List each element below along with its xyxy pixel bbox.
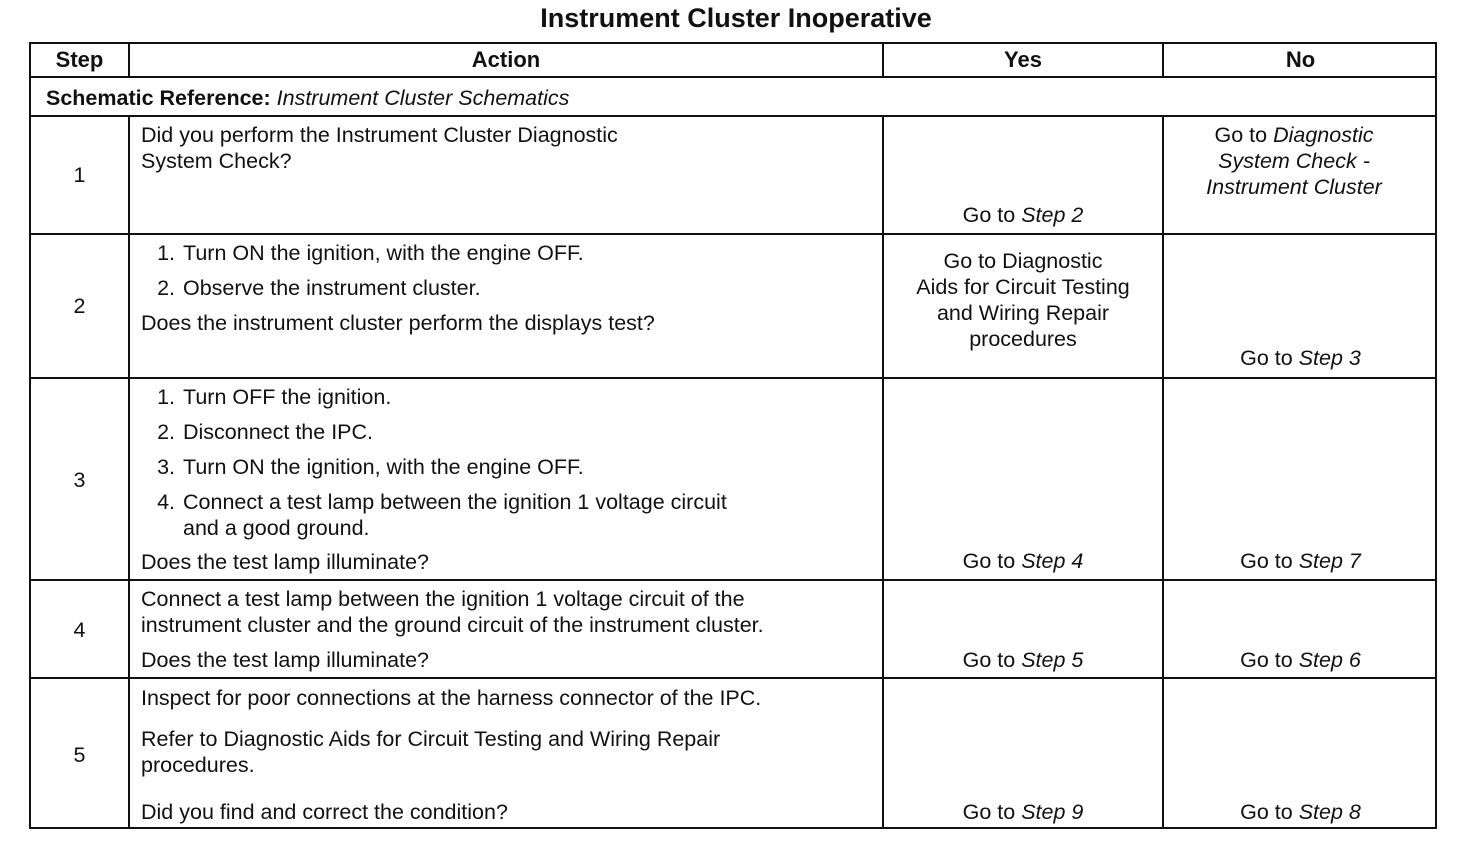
column-divider (1162, 115, 1164, 829)
row-divider (31, 76, 1435, 78)
yes-cell (884, 202, 1162, 228)
goto-line (1164, 122, 1424, 148)
row-divider (31, 233, 1435, 235)
step-number: 4 (73, 618, 86, 642)
action-line: Inspect for poor connections at the harness connector of the IPC. (141, 686, 762, 710)
header-action: Action (471, 47, 541, 72)
step-link[interactable]: Step 5 (1021, 648, 1084, 672)
list-item-continuation: and a good ground. (183, 516, 370, 540)
list-item: 2. Observe the instrument cluster. (157, 276, 481, 300)
goto-prefix: Go to (1214, 123, 1268, 147)
row-divider (31, 677, 1435, 679)
goto-prefix: Go to (1240, 346, 1293, 370)
action-line: Refer to Diagnostic Aids for Circuit Testing and Wiring Repair (141, 727, 721, 751)
step-link[interactable]: Step 4 (1021, 549, 1084, 573)
goto-prefix: Go to (1240, 549, 1293, 573)
no-cell (1164, 647, 1437, 673)
header-yes: Yes (1004, 47, 1042, 72)
goto-prefix: Go to (1240, 648, 1293, 672)
yes-line[interactable]: procedures (969, 327, 1077, 351)
list-item: 4. Connect a test lamp between the ignition 1 voltage circuit (157, 490, 727, 514)
no-cell (1164, 345, 1437, 371)
action-line: Connect a test lamp between the ignition 1 voltage circuit of the (141, 587, 745, 611)
action-question: Does the test lamp illuminate? (141, 648, 430, 672)
yes-cell (884, 248, 1162, 352)
action-text (141, 384, 871, 575)
goto-prefix: Go to (1240, 800, 1293, 824)
action-line: System Check? (141, 149, 292, 173)
action-text (141, 685, 881, 825)
goto-prefix: Go to (962, 549, 1016, 573)
diagnostic-table (29, 42, 1437, 829)
action-line: procedures. (141, 753, 255, 777)
schematic-reference (46, 85, 1426, 111)
schematic-link[interactable]: Instrument Cluster Schematics (276, 86, 570, 110)
step-link[interactable]: Step 7 (1298, 549, 1361, 573)
reference-link[interactable]: System Check - (1218, 149, 1370, 173)
yes-line[interactable]: and Wiring Repair (936, 301, 1110, 325)
no-cell (1164, 799, 1437, 825)
step-number: 2 (73, 294, 86, 318)
step-link[interactable]: Step 9 (1021, 800, 1084, 824)
no-cell (1164, 122, 1424, 200)
yes-cell (884, 799, 1162, 825)
list-item: 3. Turn ON the ignition, with the engine OFF. (157, 455, 584, 479)
column-divider (128, 115, 130, 829)
goto-prefix: Go to (962, 800, 1016, 824)
action-text (141, 122, 871, 174)
reference-link[interactable]: Diagnostic (1273, 123, 1374, 147)
action-question: Did you find and correct the condition? (141, 800, 508, 824)
step-link[interactable]: Step 8 (1298, 800, 1361, 824)
header-step: Step (55, 47, 104, 72)
step-link[interactable]: Step 6 (1298, 648, 1361, 672)
action-line: Did you perform the Instrument Cluster Diagnostic (141, 123, 618, 147)
no-cell (1164, 548, 1437, 574)
header-no: No (1285, 47, 1316, 72)
yes-line[interactable]: Aids for Circuit Testing (916, 275, 1130, 299)
list-item: 1. Turn OFF the ignition. (157, 385, 392, 409)
list-item: 2. Disconnect the IPC. (157, 420, 374, 444)
action-question: Does the instrument cluster perform the displays test? (141, 311, 655, 335)
page-title: Instrument Cluster Inoperative (540, 3, 932, 33)
goto-prefix: Go to (962, 203, 1016, 227)
action-question: Does the test lamp illuminate? (141, 550, 430, 574)
step-link[interactable]: Step 2 (1021, 203, 1084, 227)
schematic-label: Schematic Reference: (46, 86, 271, 110)
action-text (141, 586, 881, 673)
step-number: 1 (73, 163, 86, 187)
action-text (141, 240, 871, 336)
row-divider (31, 579, 1435, 581)
yes-cell (884, 647, 1162, 673)
goto-prefix: Go to (962, 648, 1016, 672)
action-line: instrument cluster and the ground circuit of the instrument cluster. (141, 613, 764, 637)
step-number: 3 (73, 468, 86, 492)
reference-link[interactable]: Instrument Cluster (1206, 175, 1382, 199)
row-divider (31, 115, 1435, 117)
yes-line[interactable]: Go to Diagnostic (943, 249, 1103, 273)
yes-cell (884, 548, 1162, 574)
step-link[interactable]: Step 3 (1298, 346, 1361, 370)
list-item: 1. Turn ON the ignition, with the engine OFF. (157, 241, 584, 265)
step-number: 5 (73, 743, 86, 767)
row-divider (31, 377, 1435, 379)
